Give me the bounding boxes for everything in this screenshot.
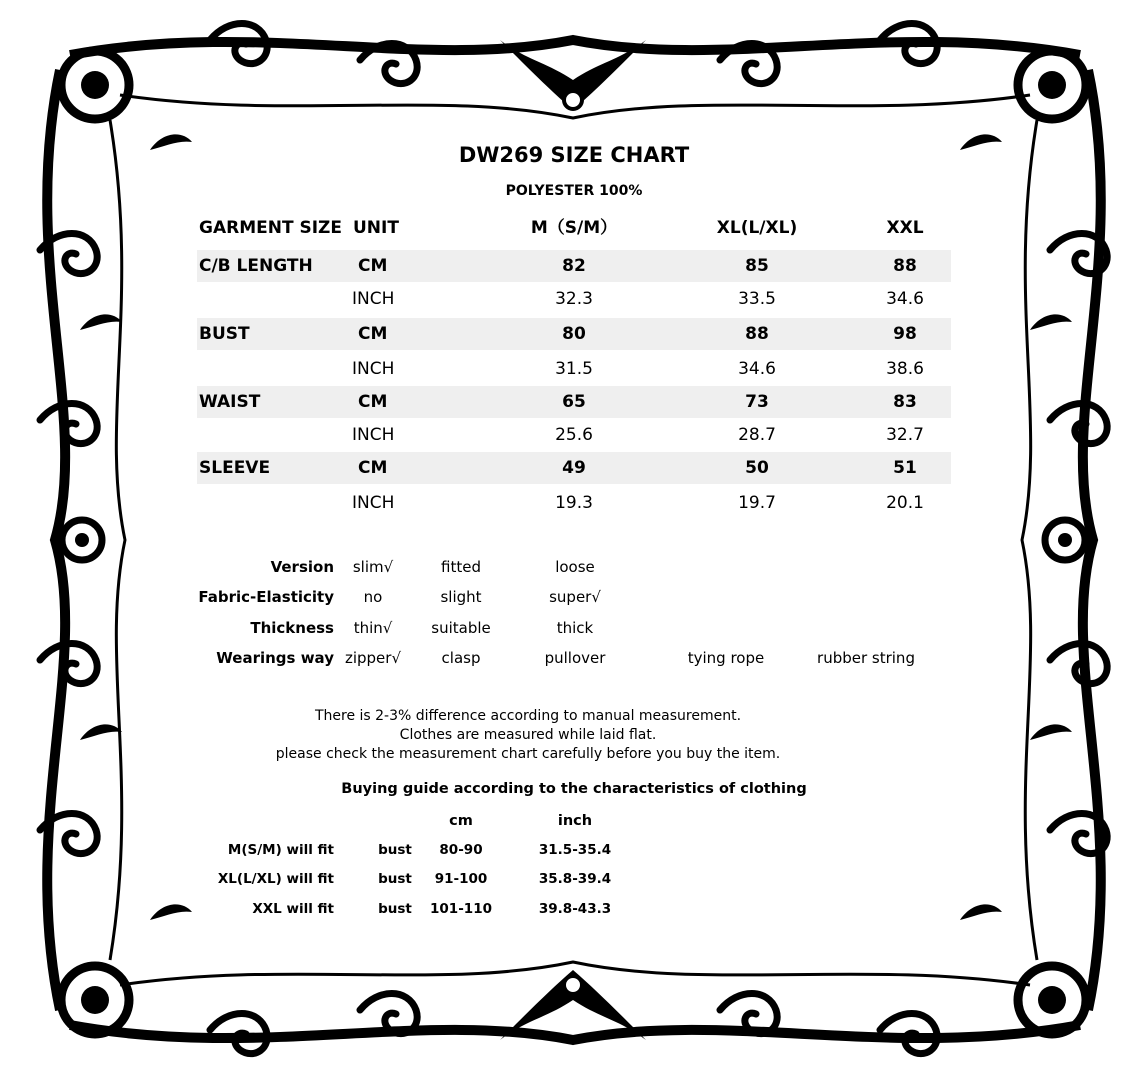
attribute-label-wearing: Wearings way <box>216 649 334 667</box>
table-cell: 73 <box>745 392 769 412</box>
table-cell: 65 <box>562 392 586 412</box>
note-line: Clothes are measured while laid flat. <box>399 727 657 743</box>
table-row-unit: INCH <box>352 359 395 379</box>
attribute-option: loose <box>555 558 595 576</box>
attribute-option: zipper√ <box>344 649 402 667</box>
header-unit: UNIT <box>353 218 399 238</box>
header-size-m: M（S/M） <box>530 218 618 238</box>
table-cell: 82 <box>562 256 586 276</box>
guide-row-label: XXL will fit <box>252 901 334 917</box>
guide-row-label: M(S/M) will fit <box>227 842 334 858</box>
guide-row-cm: 80-90 <box>439 842 483 858</box>
table-cell: 33.5 <box>738 289 776 309</box>
header-garment-size: GARMENT SIZE <box>199 218 342 238</box>
guide-row-part: bust <box>378 901 412 917</box>
guide-col-inch: inch <box>557 813 593 829</box>
table-row-unit: INCH <box>352 493 395 513</box>
attribute-option: super√ <box>549 588 601 606</box>
attribute-option: thin√ <box>353 619 393 637</box>
table-row-unit: CM <box>358 324 388 344</box>
attribute-option: tying rope <box>687 649 765 667</box>
header-size-xxl: XXL <box>886 218 924 238</box>
guide-row-label: XL(L/XL) will fit <box>217 871 334 887</box>
attribute-option: slight <box>440 588 482 606</box>
table-row-unit: INCH <box>352 425 395 445</box>
attribute-option: slim√ <box>352 558 394 576</box>
table-cell: 25.6 <box>555 425 593 445</box>
guide-row-cm: 101-110 <box>430 901 492 917</box>
attribute-option: fitted <box>441 558 481 576</box>
page-title: DW269 SIZE CHART <box>458 143 690 167</box>
table-cell: 98 <box>893 324 917 344</box>
table-cell: 19.7 <box>738 493 776 513</box>
guide-row-part: bust <box>378 871 412 887</box>
table-cell: 32.3 <box>555 289 593 309</box>
guide-row-inch: 35.8-39.4 <box>538 871 612 887</box>
header-size-xl: XL(L/XL) <box>716 218 798 238</box>
table-cell: 19.3 <box>555 493 593 513</box>
note-line: There is 2-3% difference according to manual measurement. <box>314 708 742 724</box>
table-row-label: C/B LENGTH <box>199 256 313 276</box>
table-cell: 50 <box>745 458 769 478</box>
guide-col-cm: cm <box>449 813 473 829</box>
table-cell: 49 <box>562 458 586 478</box>
table-cell: 85 <box>745 256 769 276</box>
attribute-option: rubber string <box>817 649 915 667</box>
table-row-unit: CM <box>358 392 388 412</box>
note-line: please check the measurement chart carefully before you buy the item. <box>275 746 781 762</box>
guide-row-inch: 31.5-35.4 <box>538 842 612 858</box>
table-cell: 38.6 <box>886 359 924 379</box>
table-cell: 31.5 <box>555 359 593 379</box>
table-row-label: BUST <box>199 324 250 344</box>
guide-row-cm: 91-100 <box>434 871 488 887</box>
guide-row-part: bust <box>378 842 412 858</box>
table-cell: 51 <box>893 458 917 478</box>
table-row-unit: INCH <box>352 289 395 309</box>
table-cell: 34.6 <box>738 359 776 379</box>
attribute-option: no <box>363 588 383 606</box>
table-row-unit: CM <box>358 256 388 276</box>
attribute-option: pullover <box>544 649 606 667</box>
table-row-label: SLEEVE <box>199 458 271 478</box>
guide-row-inch: 39.8-43.3 <box>538 901 612 917</box>
attribute-label-thickness: Thickness <box>250 619 334 637</box>
table-cell: 28.7 <box>738 425 776 445</box>
fabric-subtitle: POLYESTER 100% <box>505 183 643 199</box>
buying-guide-title: Buying guide according to the characteristics of clothing <box>341 781 807 797</box>
attribute-label-elasticity: Fabric-Elasticity <box>198 588 334 606</box>
table-cell: 20.1 <box>886 493 924 513</box>
attribute-label-version: Version <box>270 558 334 576</box>
table-cell: 88 <box>745 324 769 344</box>
table-cell: 34.6 <box>886 289 924 309</box>
attribute-option: thick <box>556 619 594 637</box>
table-row-label: WAIST <box>199 392 261 412</box>
table-cell: 80 <box>562 324 586 344</box>
table-row-unit: CM <box>358 458 388 478</box>
attribute-option: clasp <box>441 649 481 667</box>
table-cell: 88 <box>893 256 917 276</box>
table-cell: 83 <box>893 392 917 412</box>
table-cell: 32.7 <box>886 425 924 445</box>
attribute-option: suitable <box>431 619 491 637</box>
